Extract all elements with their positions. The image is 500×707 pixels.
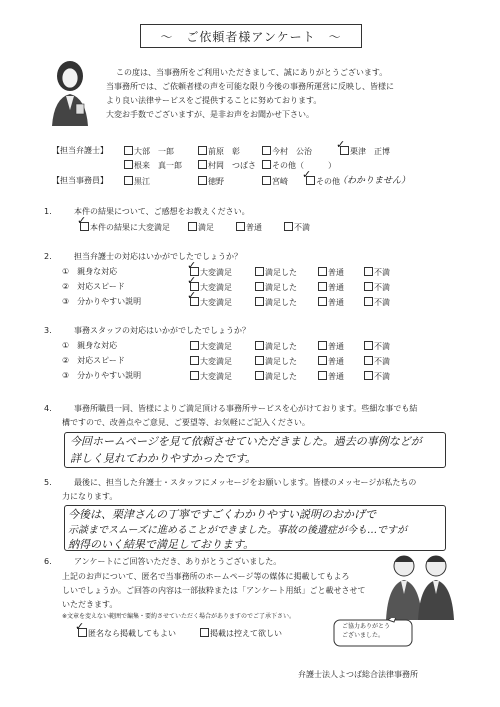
rating-option[interactable]: 不満 bbox=[364, 267, 390, 278]
rating-option[interactable]: 満足した bbox=[255, 371, 297, 382]
checkbox[interactable] bbox=[255, 282, 264, 291]
q6-note: ※文章を変えない範囲で編集・要約させていただく場合がありますのでご了承下さい。 bbox=[62, 613, 296, 620]
checkbox[interactable] bbox=[255, 297, 264, 306]
q6-text-1: アンケートにご回答いただき、ありがとうございました。 bbox=[74, 557, 282, 566]
lawyer-option[interactable]: その他（ ） bbox=[262, 160, 336, 171]
checkbox[interactable] bbox=[190, 371, 199, 380]
check-mark-icon: ✓ bbox=[187, 289, 197, 302]
checkbox[interactable] bbox=[318, 267, 327, 276]
rating-option[interactable]: 不満 bbox=[364, 297, 390, 308]
q6-text-2: 上記のお声について、匿名で当事務所のホームページ等の媒体に掲載してもよろ bbox=[62, 572, 350, 581]
rating-option[interactable]: 満足した bbox=[255, 267, 297, 278]
q4-handwritten-answer-1: 今回ホームページを見て依頼させていただきました。過去の事例などが bbox=[70, 435, 422, 448]
rating-option[interactable]: 満足した bbox=[255, 297, 297, 308]
q6-text-4: いただきます。 bbox=[62, 600, 118, 609]
rating-option[interactable]: 大変満足 bbox=[190, 297, 232, 308]
checkbox[interactable] bbox=[188, 222, 197, 231]
checkbox[interactable] bbox=[318, 297, 327, 306]
rating-option[interactable]: 大変満足 bbox=[190, 371, 232, 382]
checkbox[interactable] bbox=[198, 146, 207, 155]
q1-option[interactable]: 満足 bbox=[188, 222, 214, 233]
rating-option[interactable]: 大変満足 bbox=[190, 267, 232, 278]
intro-line-1: この度は、当事務所をご利用いただきまして、誠にありがとうございます。 bbox=[116, 68, 388, 77]
intro-line-4: 大変お手数でございますが、是非お声をお聞かせ下さい。 bbox=[106, 110, 314, 119]
rating-option[interactable]: 不満 bbox=[364, 282, 390, 293]
checkbox[interactable] bbox=[262, 176, 271, 185]
check-mark-icon: ✓ bbox=[187, 274, 197, 287]
lawyer-option[interactable]: 今村 公治 bbox=[262, 146, 312, 157]
lawyer-option[interactable]: 栗津 正博 bbox=[340, 146, 390, 157]
bubble-line-1: ご協力ありがとう bbox=[342, 623, 391, 630]
rating-option[interactable]: 大変満足 bbox=[190, 356, 232, 367]
check-mark-icon: ✓ bbox=[77, 214, 87, 227]
checkbox[interactable] bbox=[318, 341, 327, 350]
q1-text: 本件の結果について、ご感想をお教えください。 bbox=[74, 207, 250, 216]
checkbox[interactable] bbox=[364, 297, 373, 306]
q5-handwritten-answer-3: 納得のいく結果で満足しております。 bbox=[68, 538, 255, 551]
q4-text-2: 構ですので、改善点やご意見、ご要望等、お気軽にご記入ください。 bbox=[62, 418, 310, 427]
page-title bbox=[140, 24, 362, 48]
rating-option[interactable]: 普通 bbox=[318, 341, 344, 352]
staff-option[interactable]: その他 bbox=[306, 176, 340, 187]
q3-item: ③ 分かりやすい説明 bbox=[62, 371, 142, 380]
q3-text: 事務スタッフの対応はいかがでしたでしょうか？ bbox=[74, 326, 250, 335]
q3-item: ① 親身な対応 bbox=[62, 341, 118, 350]
firm-name: 弁護士法人よつば総合法律事務所 bbox=[298, 670, 418, 679]
q6-option[interactable]: 掲載は控えて欲しい bbox=[200, 628, 282, 639]
check-mark-icon: ✓ bbox=[302, 168, 312, 181]
checkbox[interactable] bbox=[318, 282, 327, 291]
q1-option[interactable]: 普通 bbox=[236, 222, 262, 233]
checkbox[interactable] bbox=[255, 356, 264, 365]
rating-option[interactable]: 不満 bbox=[364, 371, 390, 382]
checkbox[interactable] bbox=[262, 160, 271, 169]
title-text: ～ ご依頼者様アンケート ～ bbox=[160, 29, 342, 44]
q2-text: 担当弁護士の対応はいかがでしたでしょうか？ bbox=[74, 252, 242, 261]
handwritten-staff-note: （わかりません） bbox=[338, 176, 411, 186]
checkbox[interactable] bbox=[198, 176, 207, 185]
q4-number: 4. bbox=[44, 404, 52, 413]
q2-item: ② 対応スピード bbox=[62, 282, 125, 291]
checkbox[interactable] bbox=[124, 176, 133, 185]
staff-option[interactable]: 徳野 bbox=[198, 176, 224, 187]
q4-text-1: 事務所職員一同、皆様によりご満足頂ける事務所サービスを心がけております。些細な事でも結 bbox=[74, 404, 418, 413]
checkbox[interactable] bbox=[364, 282, 373, 291]
checkbox[interactable] bbox=[364, 267, 373, 276]
checkbox[interactable] bbox=[200, 628, 209, 637]
q5-handwritten-answer-1: 今後は、栗津さんの丁寧ですごくわかりやすい説明のおかげで bbox=[68, 508, 376, 521]
rating-option[interactable]: 普通 bbox=[318, 356, 344, 367]
intro-line-3: より良い法律サービスをご提供することに努めております。 bbox=[106, 96, 322, 105]
rating-option[interactable]: 満足した bbox=[255, 341, 297, 352]
checkbox[interactable] bbox=[262, 146, 271, 155]
q2-item: ③ 分かりやすい説明 bbox=[62, 297, 142, 306]
lawyer-option[interactable]: 大部 一郎 bbox=[124, 146, 174, 157]
q6-number: 6. bbox=[44, 557, 52, 566]
lawyers-illustration bbox=[382, 550, 456, 626]
checkbox[interactable] bbox=[364, 356, 373, 365]
check-mark-icon: ✓ bbox=[75, 620, 85, 633]
q5-text-1: 最後に、担当した弁護士・スタッフにメッセージをお願いします。皆様のメッセージが私たちの bbox=[74, 478, 417, 487]
staff-label: 【担当事務員】 bbox=[52, 176, 108, 185]
check-mark-icon: ✓ bbox=[187, 259, 197, 272]
q1-option[interactable]: 本件の結果に大変満足 bbox=[80, 222, 170, 233]
intro-line-2: 当事務所では、ご依頼者様の声を可能な限り今後の事務所運営に反映し、皆様に bbox=[106, 82, 394, 91]
rating-option[interactable]: 不満 bbox=[364, 356, 390, 367]
rating-option[interactable]: 満足した bbox=[255, 282, 297, 293]
rating-option[interactable]: 普通 bbox=[318, 371, 344, 382]
q3-item: ② 対応スピード bbox=[62, 356, 125, 365]
q1-option[interactable]: 不満 bbox=[284, 222, 310, 233]
checkbox[interactable] bbox=[198, 160, 207, 169]
q5-number: 5. bbox=[44, 478, 52, 487]
checkbox[interactable] bbox=[190, 341, 199, 350]
q3-number: 3. bbox=[44, 326, 52, 335]
check-mark-icon: ✓ bbox=[336, 138, 346, 151]
q4-handwritten-answer-2: 詳しく見れてわかりやすかったです。 bbox=[70, 452, 257, 465]
rating-option[interactable]: 普通 bbox=[318, 297, 344, 308]
rating-option[interactable]: 大変満足 bbox=[190, 341, 232, 352]
checkbox[interactable] bbox=[124, 146, 133, 155]
checkbox[interactable] bbox=[364, 371, 373, 380]
q5-handwritten-answer-2: 示談までスムーズに進めることができました。事故の後遺症が今も…ですが bbox=[68, 525, 407, 536]
checkbox[interactable] bbox=[364, 341, 373, 350]
q6-option[interactable]: 匿名なら掲載してもよい bbox=[78, 628, 176, 639]
bubble-line-2: ございました。 bbox=[342, 632, 385, 639]
checkbox[interactable] bbox=[318, 371, 327, 380]
checkbox[interactable] bbox=[255, 267, 264, 276]
checkbox[interactable] bbox=[236, 222, 245, 231]
lawyer-option[interactable]: 村岡 つばさ bbox=[198, 160, 256, 171]
q1-number: 1. bbox=[44, 207, 52, 216]
checkbox[interactable] bbox=[318, 356, 327, 365]
rating-option[interactable]: 大変満足 bbox=[190, 282, 232, 293]
q5-text-2: 力になります。 bbox=[62, 492, 118, 501]
receptionist-illustration bbox=[44, 58, 96, 128]
q2-number: 2. bbox=[44, 252, 52, 261]
q6-text-3: しいでしょうか。ご回答の内容は一部抜粋または「アンケート用紙」ごと載せさせて bbox=[62, 586, 366, 595]
lawyers-label: 【担当弁護士】 bbox=[52, 146, 108, 155]
lawyer-option[interactable]: 前原 彰 bbox=[198, 146, 240, 157]
rating-option[interactable]: 満足した bbox=[255, 356, 297, 367]
q2-item: ① 親身な対応 bbox=[62, 267, 118, 276]
staff-option[interactable]: 宮崎 bbox=[262, 176, 288, 187]
staff-option[interactable]: 黒江 bbox=[124, 176, 150, 187]
rating-option[interactable]: 普通 bbox=[318, 267, 344, 278]
rating-option[interactable]: 不満 bbox=[364, 341, 390, 352]
lawyer-option[interactable]: 根来 真一郎 bbox=[124, 160, 182, 171]
checkbox[interactable] bbox=[124, 160, 133, 169]
checkbox[interactable] bbox=[255, 341, 264, 350]
checkbox[interactable] bbox=[190, 356, 199, 365]
checkbox[interactable] bbox=[284, 222, 293, 231]
rating-option[interactable]: 普通 bbox=[318, 282, 344, 293]
checkbox[interactable] bbox=[255, 371, 264, 380]
